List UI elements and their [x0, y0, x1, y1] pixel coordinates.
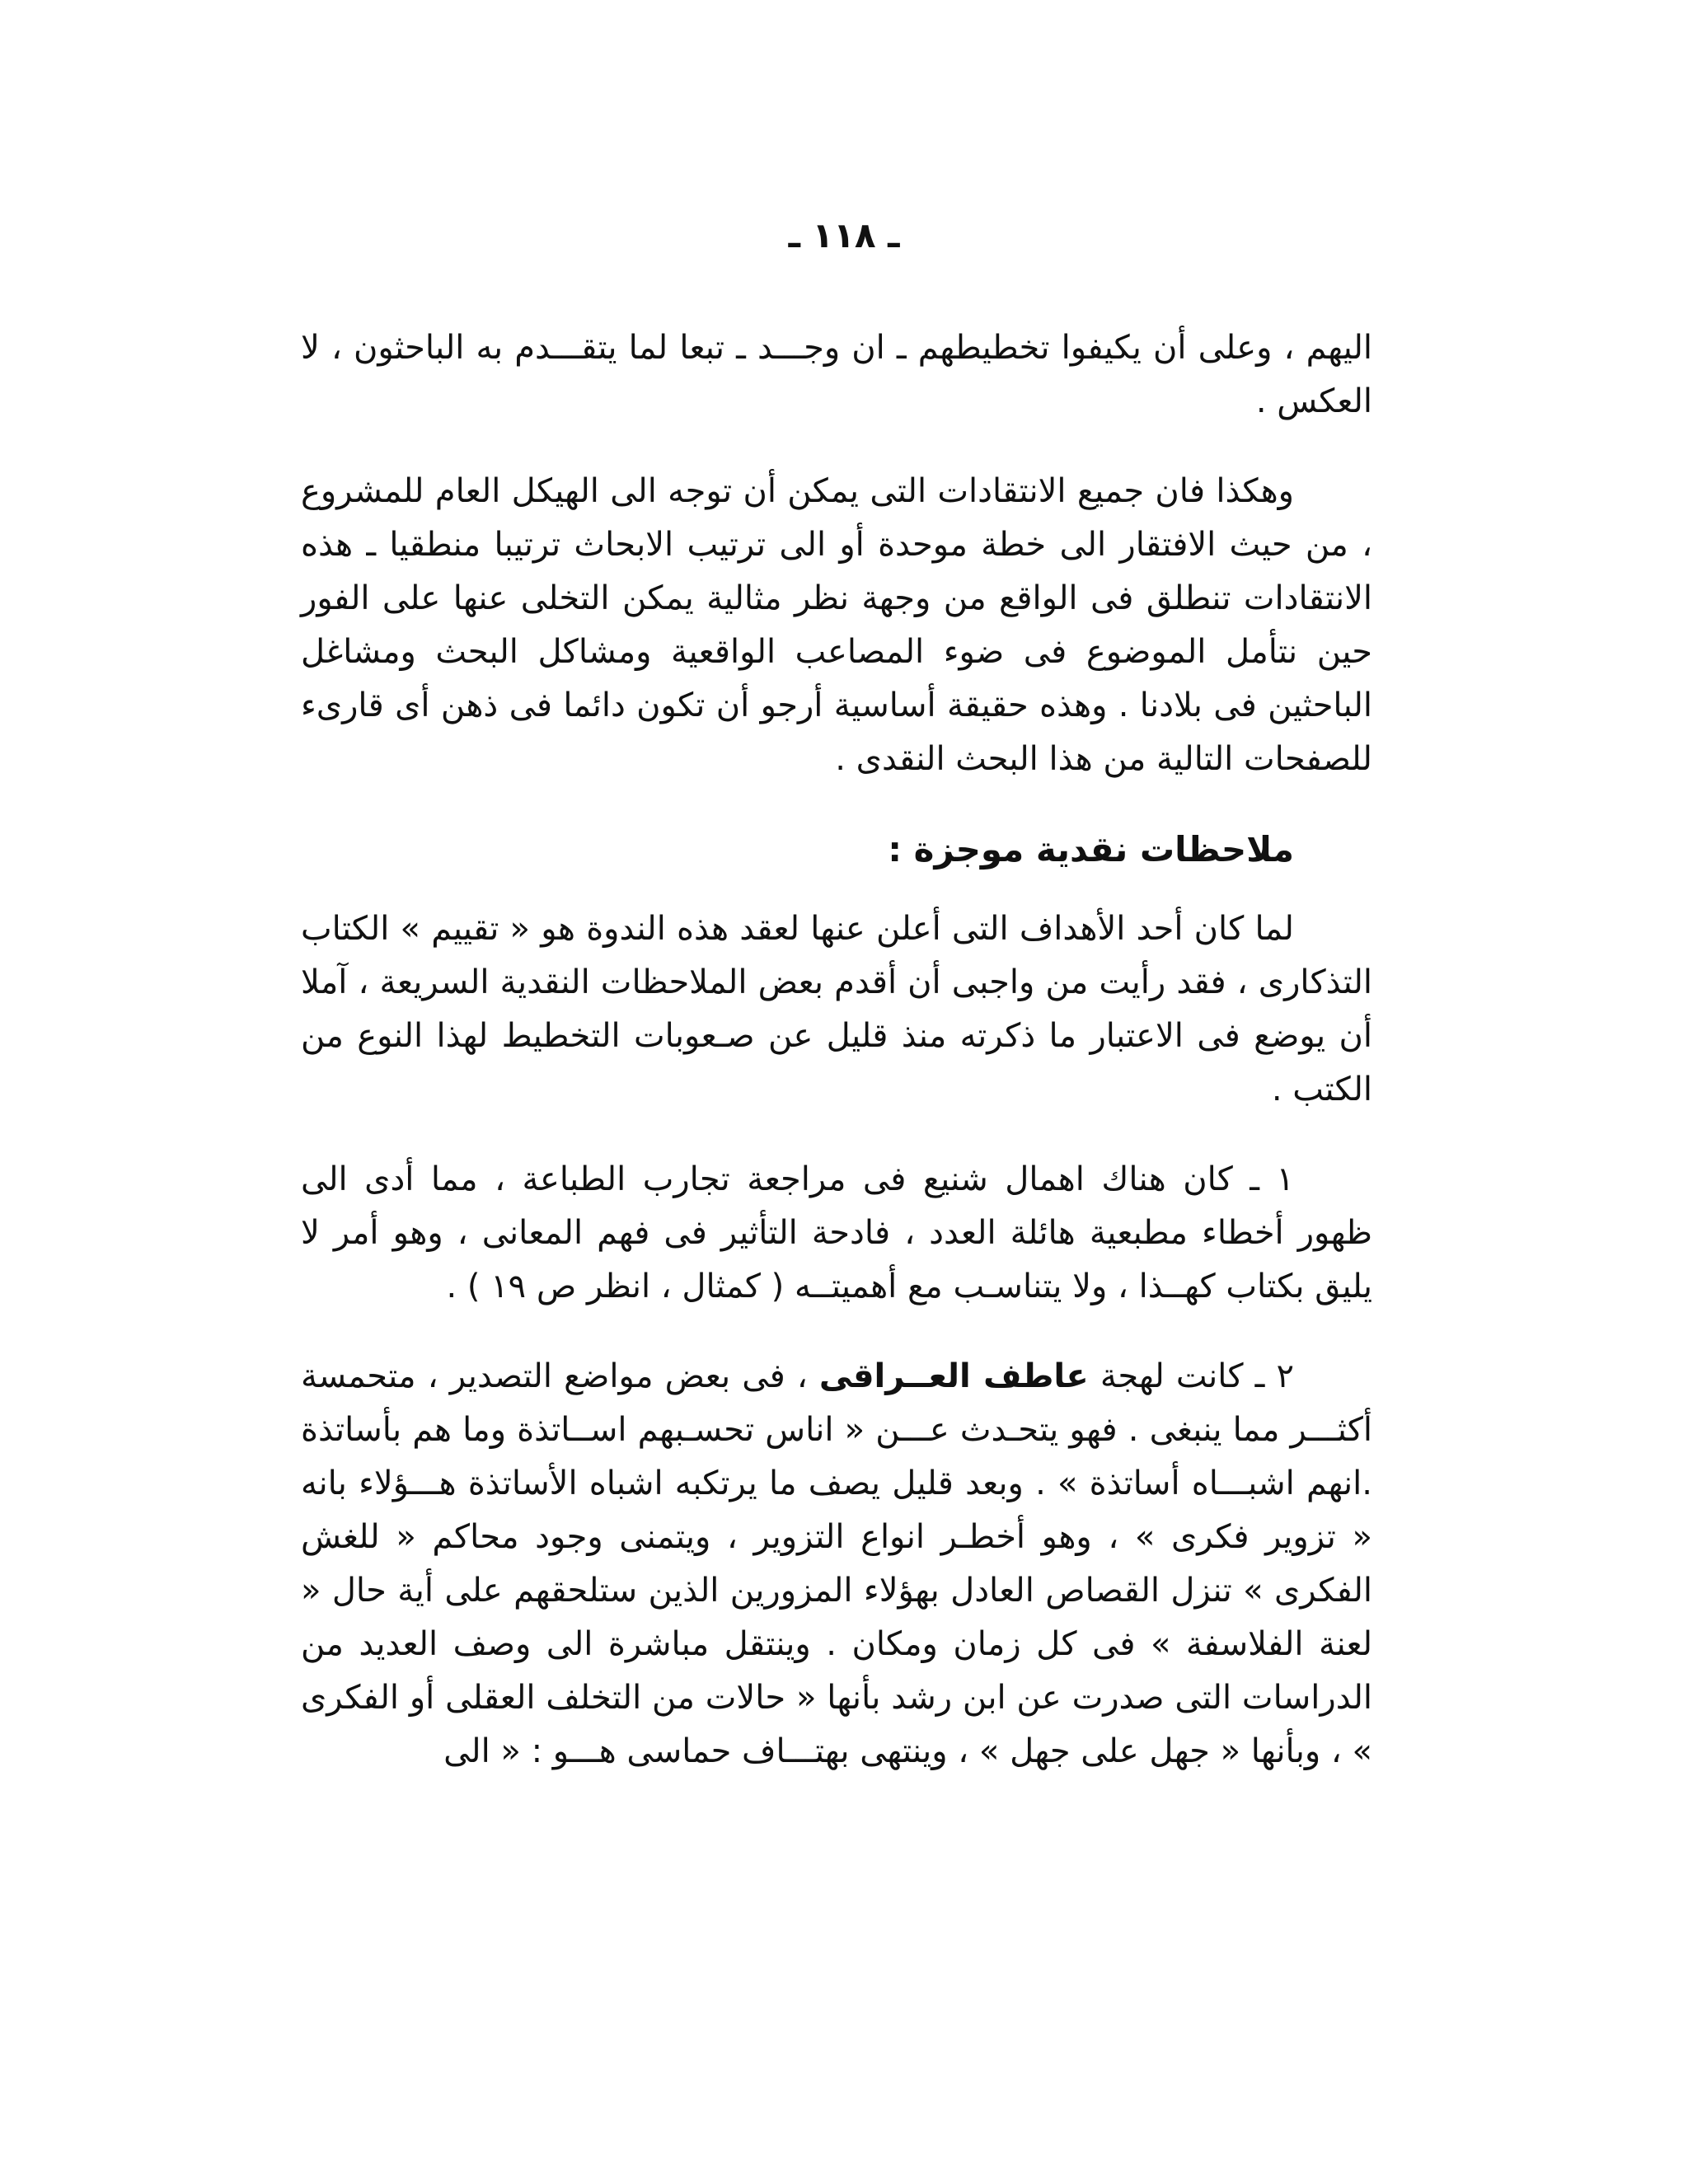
point-2-lead-text: ٢ ـ كانت لهجة — [1088, 1357, 1294, 1395]
paragraph-point-2 — [301, 1350, 1372, 1779]
point-2-body-text: ، فى بعض مواضع التصدير ، متحمسة أكثـــر مما ينبغى . فهو يتحـدث عـــن « اناس تحسـبهم اســاتذة وما هم بأساتذة .انهم اشبـــاه أساتذة » . وبعد قليل يصف ما يرتكبه اشباه الأساتذة هـــؤلاء بانه « تزوير فكرى » ، وهو أخطـر انواع التزوير ، ويتمنى وجود محاكم « للغش الفكرى » تنزل القصاص العادل بهؤلاء المزورين الذين ستلحقهم على أية حال « لعنة الفلاسفة » فى كل زمان ومكان . وينتقل مباشرة الى وصف العديد من الدراسات التى صدرت عن ابن رشد بأنها « حالات من التخلف العقلى أو الفكرى » ، وبأنها « جهل على جهل » ، وينتهى بهتـــاف حماسى هـــو : « الى — [301, 1357, 1372, 1770]
paragraph-continuation: اليهم ، وعلى أن يكيفوا تخطيطهم ـ ان وجـــد ـ تبعا لما يتقـــدم به الباحثون ، لا العكس . — [301, 329, 1372, 420]
page-body — [301, 321, 1372, 1815]
paragraph-point-1: ١ ـ كان هناك اهمال شنيع فى مراجعة تجارب الطباعة ، مما أدى الى ظهور أخطاء مطبعية هائلة العدد ، فادحة التأثير فى فهم المعانى ، وهو أمر لا يليق بكتاب كهــذا ، ولا يتناسـب مع أهميتــه ( كمثال ، انظر ص ١٩ ) . — [301, 1160, 1372, 1305]
paragraph-criticisms: وهكذا فان جميع الانتقادات التى يمكن أن توجه الى الهيكل العام للمشروع ، من حيث الافتقار الى خطة موحدة أو الى ترتيب الابحاث ترتيبا منطقيا ـ هذه الانتقادات تنطلق فى الواقع من وجهة نظر مثالية يمكن التخلى عنها على الفور حين نتأمل الموضوع فى ضوء المصاعب الواقعية ومشاكل البحث ومشاغل الباحثين فى بلادنا . وهذه حقيقة أساسية أرجو أن تكون دائما فى ذهن أى قارىء للصفحات التالية من هذا البحث النقدى . — [301, 472, 1372, 778]
section-heading: ملاحظات نقدية موجزة : — [888, 829, 1294, 869]
page-number: ـ ١١٨ ـ — [788, 215, 900, 255]
paragraph-evaluation: لما كان أحد الأهداف التى أعلن عنها لعقد هذه الندوة هو « تقييم » الكتاب التذكارى ، فقد رأيت من واجبى أن أقدم بعض الملاحظات النقدية السريعة ، آملا أن يوضع فى الاعتبار ما ذكرته منذ قليل عن صـعوبات التخطيط لهذا النوع من الكتب . — [301, 910, 1372, 1108]
author-name: عاطف العــراقى — [818, 1357, 1089, 1395]
